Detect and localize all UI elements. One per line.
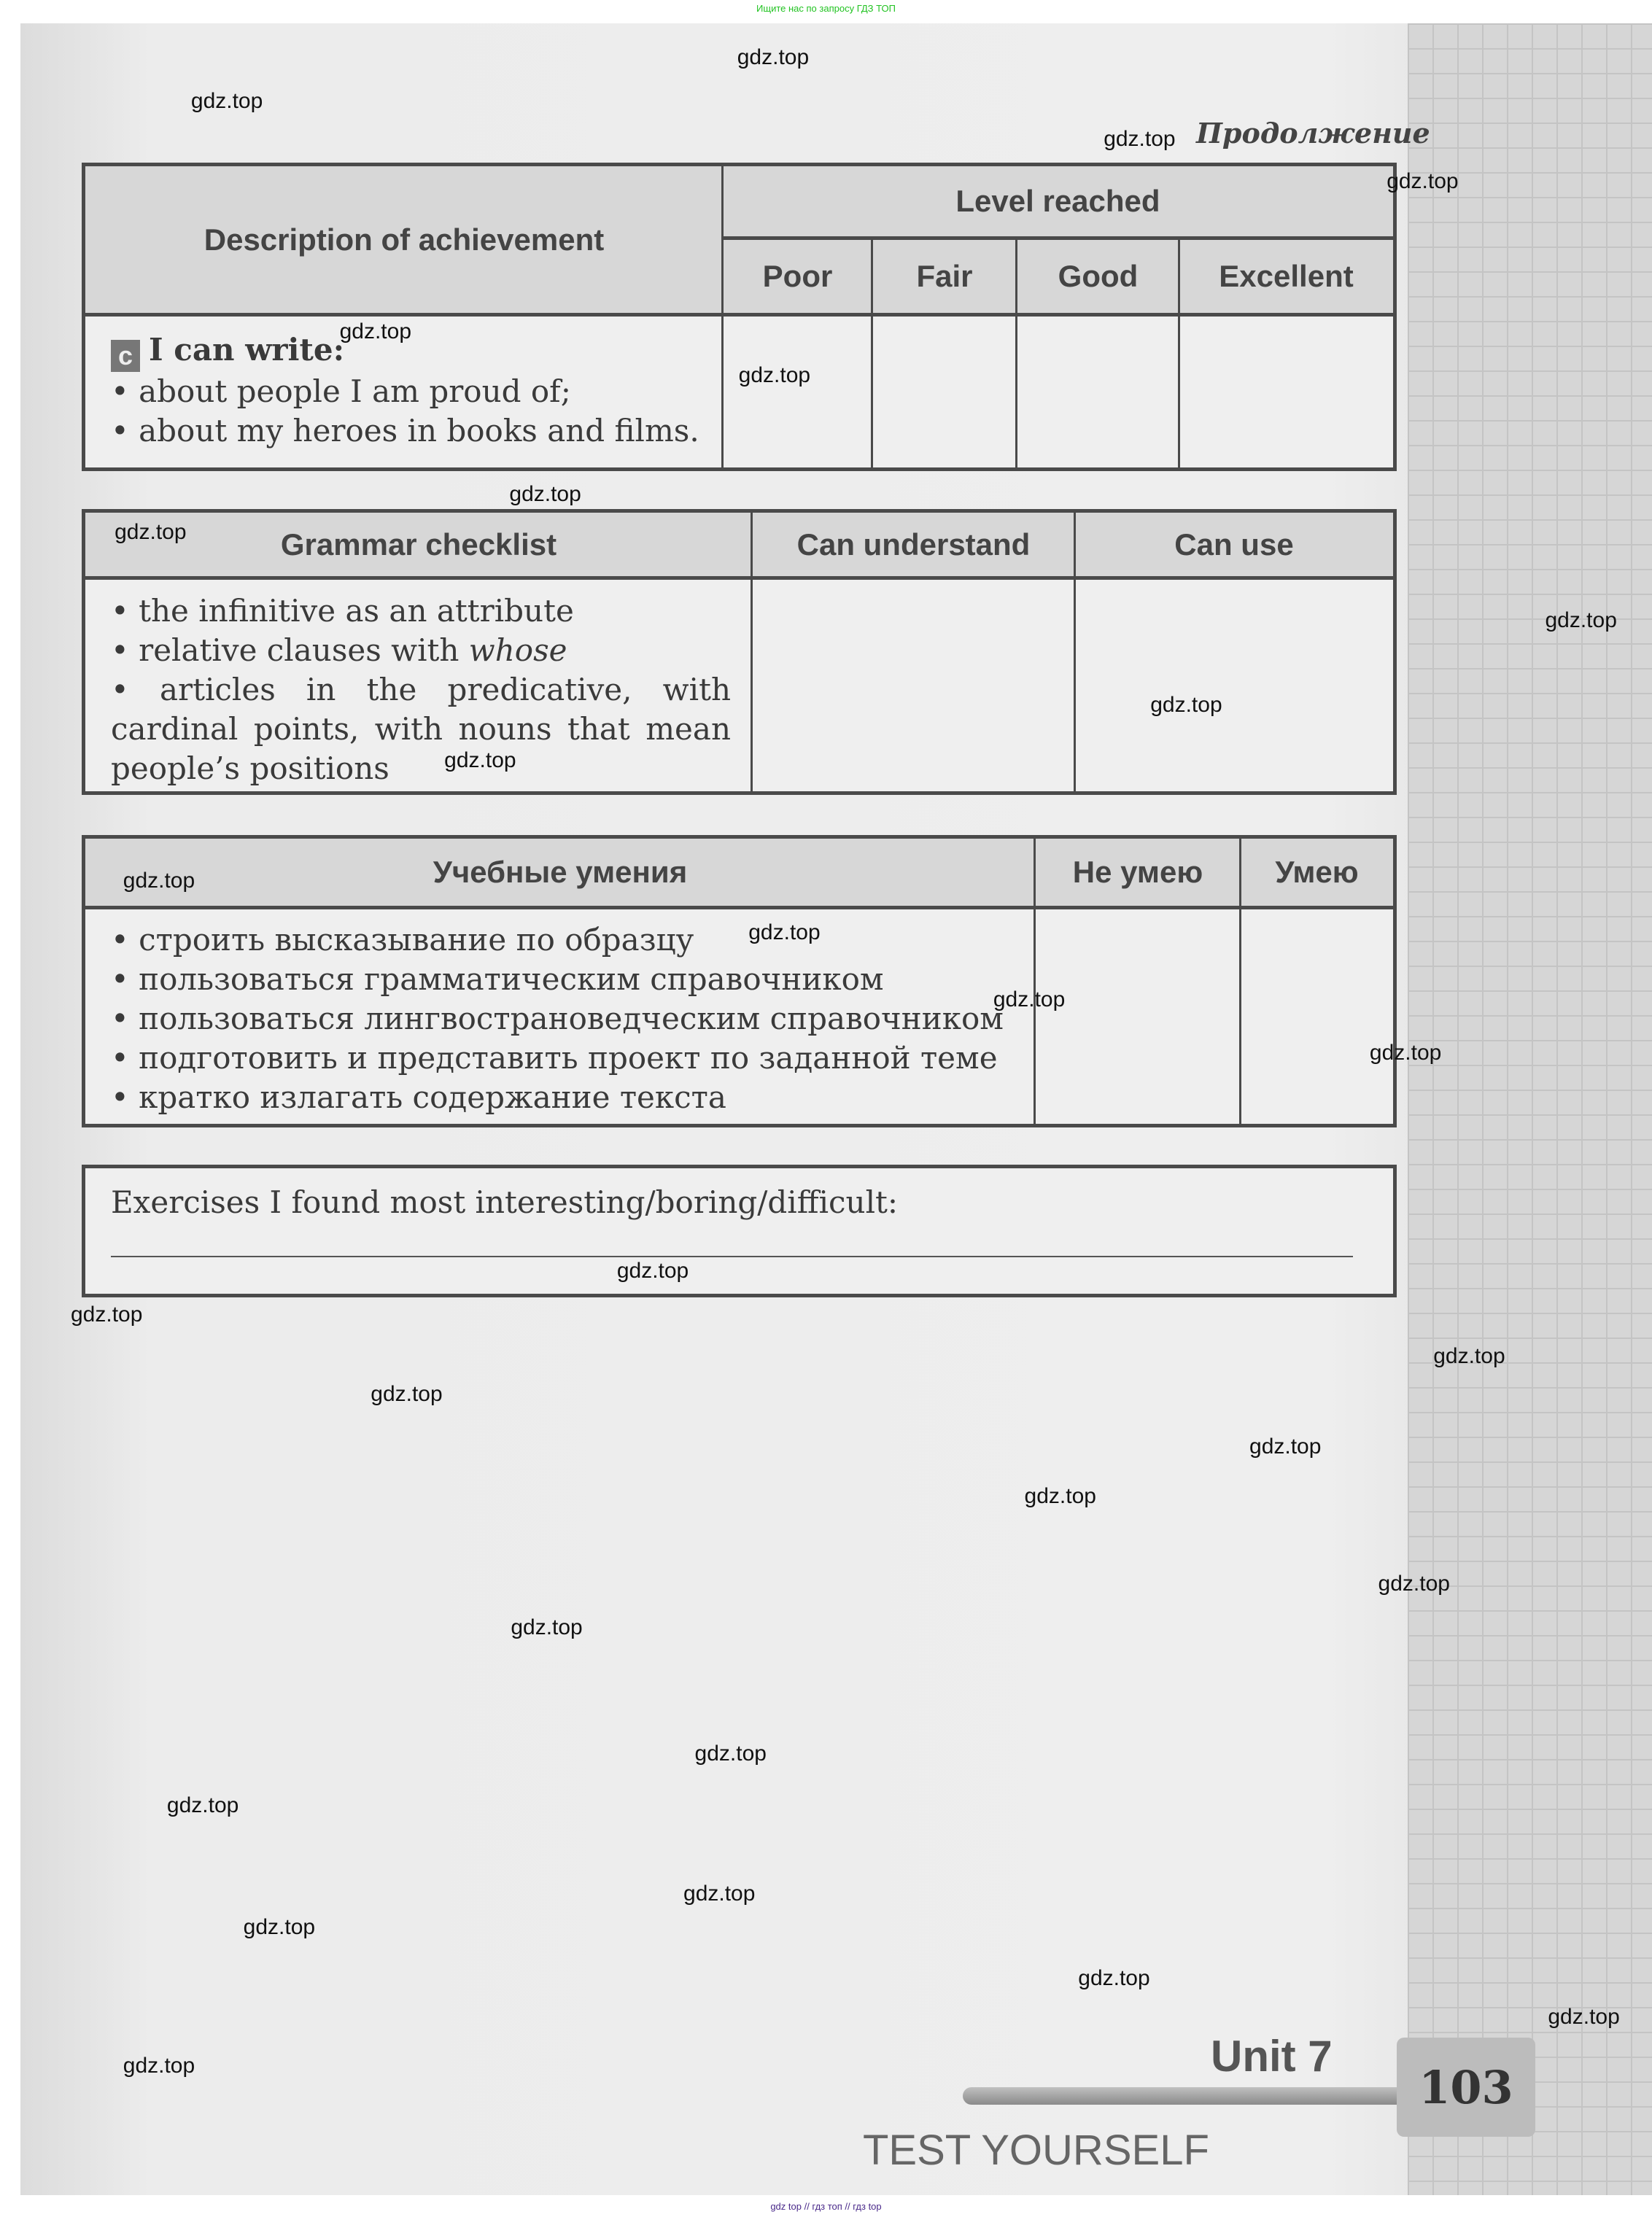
grammar-items xyxy=(111,591,731,788)
watermark: gdz.top xyxy=(694,1741,767,1766)
section-label: TEST YOURSELF xyxy=(863,2127,1209,2174)
watermark: gdz.top xyxy=(737,44,810,69)
watermark: gdz.top xyxy=(683,1881,756,1906)
exercises-box xyxy=(82,1165,1397,1297)
continuation-label: Продолжение xyxy=(1196,117,1430,150)
list-item-emphasis: whose xyxy=(468,632,567,668)
watermark: gdz.top xyxy=(123,2054,195,2078)
watermark: gdz.top xyxy=(1078,1966,1150,1991)
watermark: gdz.top xyxy=(371,1381,443,1406)
header-can: Умею xyxy=(1241,839,1393,906)
section-c-icon: c xyxy=(111,340,140,372)
bottom-banner: gdz top // гдз топ // гдз top xyxy=(770,2201,882,2212)
list-item: • кратко излагать содержание текста xyxy=(111,1079,726,1115)
page-number: 103 xyxy=(1397,2038,1535,2137)
watermark: gdz.top xyxy=(1249,1434,1322,1459)
header-fair: Fair xyxy=(872,240,1017,313)
watermark: gdz.top xyxy=(71,1302,143,1327)
watermark: gdz.top xyxy=(1024,1483,1096,1508)
watermark: gdz.top xyxy=(509,482,581,507)
list-item: • пользоваться грамматическим справочником xyxy=(111,961,884,997)
watermark: gdz.top xyxy=(1378,1571,1450,1596)
watermark: gdz.top xyxy=(1545,607,1617,632)
watermark: gdz.top xyxy=(166,1793,239,1818)
list-item: • about people I am proud of; xyxy=(111,373,571,409)
watermark: gdz.top xyxy=(993,987,1066,1012)
watermark: gdz.top xyxy=(123,868,195,893)
skills-items xyxy=(111,920,1044,1117)
header-excellent: Excellent xyxy=(1179,240,1393,313)
header-description: Description of achievement xyxy=(85,166,723,313)
list-item: • articles in the predicative, with cardinal points, with nouns that mean people’s positions xyxy=(111,672,731,786)
watermark: gdz.top xyxy=(1548,2004,1620,2029)
watermark: gdz.top xyxy=(738,363,811,388)
unit-label: Unit 7 xyxy=(1211,2032,1333,2081)
achievement-content xyxy=(111,330,716,451)
watermark: gdz.top xyxy=(1150,693,1222,718)
section-title: I can write: xyxy=(149,332,345,368)
header-poor: Poor xyxy=(723,240,872,313)
watermark: gdz.top xyxy=(1369,1041,1442,1065)
header-grammar-checklist: Grammar checklist xyxy=(85,513,752,576)
exercises-prompt: Exercises I found most interesting/boring/difficult: xyxy=(111,1184,899,1220)
watermark: gdz.top xyxy=(115,520,187,545)
watermark: gdz.top xyxy=(748,920,821,945)
watermark: gdz.top xyxy=(190,88,263,113)
header-good: Good xyxy=(1017,240,1179,313)
watermark: gdz.top xyxy=(511,1615,583,1639)
grammar-checklist-table xyxy=(82,509,1397,795)
achievement-table xyxy=(82,163,1397,471)
header-level-reached: Level reached xyxy=(723,166,1393,236)
watermark: gdz.top xyxy=(243,1915,316,1940)
list-item-text: • relative clauses with xyxy=(111,632,469,668)
watermark: gdz.top xyxy=(616,1259,689,1284)
list-item xyxy=(111,631,731,670)
top-banner: Ищите нас по запросу ГДЗ ТОП xyxy=(756,3,896,14)
list-item: • пользоваться лингвострановедческим справочником xyxy=(111,1001,1004,1036)
watermark: gdz.top xyxy=(1104,127,1176,152)
header-can-use: Can use xyxy=(1075,513,1393,576)
header-can-understand: Can understand xyxy=(752,513,1075,576)
list-item: • подготовить и представить проект по заданной теме xyxy=(111,1040,998,1076)
list-item: • строить высказывание по образцу xyxy=(111,922,694,958)
watermark: gdz.top xyxy=(444,748,516,772)
watermark: gdz.top xyxy=(1387,169,1459,194)
header-skills: Учебные умения xyxy=(85,839,1035,906)
footer-bar xyxy=(963,2087,1400,2105)
list-item: • the infinitive as an attribute xyxy=(111,593,574,629)
watermark: gdz.top xyxy=(339,319,412,343)
skills-table xyxy=(82,835,1397,1127)
answer-line[interactable] xyxy=(111,1256,1353,1257)
page-edge-grid xyxy=(1408,23,1652,2195)
header-cannot: Не умею xyxy=(1035,839,1241,906)
watermark: gdz.top xyxy=(1433,1343,1505,1368)
list-item: • about my heroes in books and films. xyxy=(111,413,699,449)
